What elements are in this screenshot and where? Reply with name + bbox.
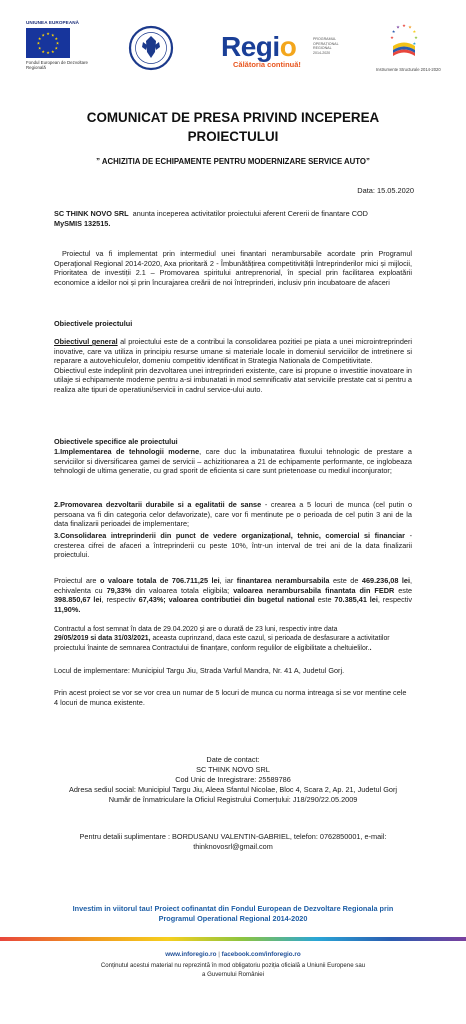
specific-objective-3 [54,531,412,560]
svg-text:★: ★ [54,45,59,51]
svg-text:★: ★ [54,35,59,41]
svg-text:★: ★ [36,40,41,46]
company-name: SC THINK NOVO SRL [54,209,129,218]
contract-paragraph: Contractul a fost semnat în data de 29.04.2020 şi are o durată de 23 luni, respectiv intre data 29/05/2019 si data 31/03/2021, aceasta cuprinzand, daca este cazul, si perioada de desfasurare a activitatilor proiectului înainte de semnarea Contractului de finanțare, conform regulilor de eligibilitate a cheltuielilor.. [54,626,390,652]
regio-program-caption: PROGRAMUL OPERAȚIONAL REGIONAL 2014-2020 [313,37,339,56]
svg-text:★: ★ [37,45,42,51]
svg-text:★: ★ [41,48,45,54]
svg-text:★: ★ [51,32,55,38]
logo-header [0,20,466,92]
national-contribution-amount: 70.385,41 lei [334,595,378,605]
specific-objective-1-label: 1.Implementarea de tehnologii moderne [54,447,200,456]
svg-text:★: ★ [46,50,50,56]
specific-objective-2 [54,500,412,529]
specific-objective-3-label: 3.Consolidarea intreprinderii din punct de vedere organizațional, tehnic, comercial si financiar [54,531,406,540]
program-paragraph: Proiectul va fi implementat prin intermediul unei finantari nerambursabile acordate prin Programul Operaţional Regional 2014-2020, Axa prioritară 2 - Îmbunătățirea competitivității întreprinderilor mici și mijlocii, Prioritatea de investiții 2.1 – Promovarea spiritului antreprenorial, în special prin facilitarea exploatării economice a ideilor noi și prin încurajarea creării de noi întreprinderi, inclusiv prin incubatoare de afaceri [54,249,412,287]
intro-text: anunta inceperea activitatilor proiectului aferent Cererii de finantare COD [132,209,368,218]
svg-text:★: ★ [55,40,60,46]
footer-links: www.inforegio.ro | facebook.com/inforegio.ro [165,951,301,958]
contact-heading: Date de contact: [206,755,260,764]
contract-period: 29/05/2019 si data 31/03/2021, [54,635,151,643]
structural-instruments-caption: Instrumente Structurale 2014-2020 [376,67,441,72]
inforegio-link[interactable]: www.inforegio.ro [165,951,217,958]
svg-text:★: ★ [396,24,400,30]
specific-objective-3-text: - cresterea cifrei de afaceri a întreprinderii cu peste 10%, într-un interval de trei ani de la data finalizarii proiectului. [54,531,412,560]
regio-tagline: Călătoria continuă! [233,60,301,69]
implementation-location: Locul de implementare: Municipiul Targu Jiu, Strada Varful Mandra, Nr. 41 A, Judetul Gorj. [54,666,345,675]
eu-logo [26,20,96,71]
page-title: COMUNICAT DE PRESA PRIVIND INCEPEREA PROIECTULUI [86,110,380,144]
structural-instruments-logo [370,20,450,72]
footer-disclaimer: Conținutul acestui material nu reprezintă în mod obligatoriu poziția oficială a Uniunii Europene sau a Guvernului României [100,962,366,978]
general-objective-text: al proiectului este de a contribui la consolidarea pozitiei pe piata a unei microintreprinderi inovative, care va utiliza in principiu resurse umane si materiale locale in domeniul serviciilor de intretinere si reparare a autovehiculelor, domeniu competitiv identificat in Strategia Nationala de Competitivitate. [54,337,412,366]
svg-text:★: ★ [402,23,406,28]
contact-company: SC THINK NOVO SRL [196,765,270,774]
facebook-link[interactable]: facebook.com/inforegio.ro [221,951,301,958]
eu-caption: UNIUNEA EUROPEANĂ [26,20,80,25]
svg-text:★: ★ [46,31,50,36]
contact-details [54,832,412,852]
eu-flag-icon [26,28,70,58]
svg-text:★: ★ [412,29,417,34]
svg-text:★: ★ [391,29,396,34]
objectives-heading: Obiectivele proiectului [54,319,133,328]
specific-objective-2-text: - crearea a 5 locuri de munca (cel putin o persoana va fi din categoria celor defavorizate), care vor fi mentinute pe o perioada de cel putin 3 ani de la data finalizarii perioadei de implementare; [54,500,412,529]
footer-color-bar [0,937,466,941]
specific-objective-1-text: , care duc la imbunatatirea fluxului tehnologic de prestare a serviciilor si diversificarea gamei de servicii – achizitionarea a 21 de echipamente performante, ce inglobeaza tehnologii de ultima generatie, cu grad sporit de eficienta si care sunt prietenoase cu mediul inconjurator; [54,447,412,476]
government-romania-seal-icon [128,25,174,71]
call-to-action: Investim in viitorul tau! Proiect cofinantat din Fondul European de Dezvoltare Regionala prin Programul Operational Regional 2014-2020 [72,904,394,923]
total-value: o valoare totala de 706.711,25 lei [99,576,220,585]
project-subtitle: ” ACHIZITIA DE ECHIPAMENTE PENTRU MODERNIZARE SERVICE AUTO” [96,157,370,166]
contact-cui: Cod Unic de Inregistrare: 25589786 [175,775,291,784]
structural-instruments-icon [384,20,424,60]
general-objective-paragraph [54,337,412,395]
contact-details-text: Pentru detalii suplimentare : BORDUSANU VALENTIN-GABRIEL, telefon: 0762850001, e-mail: [79,832,387,841]
svg-text:★: ★ [412,41,417,46]
regio-logo [221,32,339,78]
general-objective-text-2: Obiectivul este indeplinit prin dezvoltarea unei intreprinderi existente, care isi propune o investitie inovatoare in utilaje si echipamente moderne pentru a-si imbunatati in mod semnificativ atat serviciile prestate cat si pentru a realiza alte tipuri de operatiuni/servicii in cadrul service-ului auto. [54,365,412,394]
svg-text:★: ★ [408,24,412,30]
contact-address: Adresa sediul social: Municipiul Targu Jiu, Aleea Sfantul Nicolae, Bloc 4, Scara 2, Ap. 21, Judetul Gorj [69,785,397,794]
specific-objective-2-label: 2.Promovarea dezvoltarii durabile si a egalitatii de sanse [54,500,262,509]
contact-email[interactable]: thinknovosrl@gmail.com [193,842,273,851]
intro-paragraph [54,209,412,228]
svg-text:★: ★ [51,48,55,54]
non-refundable-amount: 469.236,08 lei [361,576,411,585]
svg-text:★: ★ [37,35,42,41]
eu-fund-caption: Fondul European de Dezvoltare Regională [26,60,88,71]
contact-block [54,755,412,805]
jobs-paragraph: Prin acest proiect se vor se vor crea un numar de 5 locuri de munca cu norma intreaga si se vor mentine cele 4 locuri de munca existente. [54,688,407,707]
specific-objectives-heading: Obiectivele specifice ale proiectului [54,437,178,446]
fedr-amount: 398.850,67 lei [54,595,102,605]
contact-registry: Număr de înmatriculare la Oficiul Registrului Comerțului: J18/290/22.05.2009 [108,795,358,804]
release-date: Data: 15.05.2020 [357,186,414,195]
svg-text:★: ★ [414,35,418,40]
svg-text:★: ★ [41,32,45,38]
svg-text:★: ★ [390,35,394,40]
mysmis-code: MySMIS 132515. [54,218,111,228]
general-objective-label: Obiectivul general [54,337,118,346]
financial-paragraph: Proiectul are o valoare totala de 706.711,25 lei, iar finantarea nerambursabila este de 469.236,08 lei, echivalenta cu 79,33% din valoarea totala eligibila; valoarea nerambursabila finantata din FEDR este 398.850,67 lei, respectiv 67,43%; valoarea contributiei din bugetul national este 70.385,41 lei, respectiv 11,90%. [54,576,413,614]
regio-wordmark: Regio [221,31,297,62]
specific-objective-1 [54,447,412,476]
